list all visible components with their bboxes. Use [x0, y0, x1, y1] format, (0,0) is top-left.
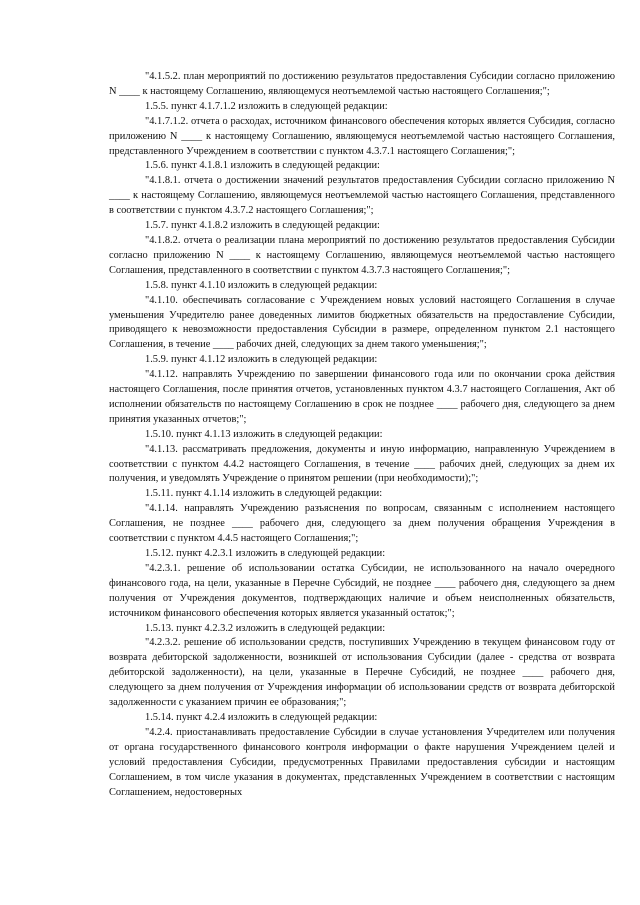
paragraph: "4.1.8.1. отчета о достижении значений результатов предоставления Субсидии согласно приложению N ____ к настоящему Соглашению, являющемуся неотъемлемой частью настоящего Соглашения, представленного в соответствии с пунктом 4.3.7.2 настоящего Соглашения;"; [109, 175, 615, 217]
paragraph: 1.5.10. пункт 4.1.13 изложить в следующей редакции: [145, 428, 383, 440]
paragraph: 1.5.7. пункт 4.1.8.2 изложить в следующей редакции: [145, 220, 380, 232]
paragraph: 1.5.13. пункт 4.2.3.2 изложить в следующей редакции: [145, 622, 386, 634]
paragraph: "4.1.10. обеспечивать согласование с Учреждением новых условий настоящего Соглашения в случае уменьшения Учредителю ранее доведенных лимитов бюджетных обязательств на предоставление Субсидии, приводящего к невозможности предоставления Субсидии в размере, определенном пунктом 2.1 настоящего Соглашения, в течение ____ рабочих дней, следующих за днем такого уменьшения;"; [109, 294, 615, 351]
paragraph: "4.1.7.1.2. отчета о расходах, источником финансового обеспечения которых является Субсидия, согласно приложению N ____ к настоящему Соглашению, являющемуся неотъемлемой частью настоящего Соглашения, представленного Учреждением в соответствии с пунктом 4.3.7.1 настоящего Соглашения;"; [109, 115, 615, 157]
paragraph: 1.5.5. пункт 4.1.7.1.2 изложить в следующей редакции: [145, 100, 388, 112]
paragraph: 1.5.9. пункт 4.1.12 изложить в следующей редакции: [145, 354, 378, 366]
paragraph: 1.5.8. пункт 4.1.10 изложить в следующей редакции: [145, 279, 378, 291]
paragraph: "4.2.4. приостанавливать предоставление Субсидии в случае установления Учредителем или получения от органа государственного финансового контроля информации о факте нарушения Учреждением целей и условий предоставления Субсидии, предусмотренных Правилами предоставления субсидии и настоящим Соглашением, в том числе указания в документах, представленных Учреждением в соответствии с настоящим Соглашением, недостоверных [109, 726, 615, 798]
paragraph: 1.5.11. пункт 4.1.14 изложить в следующей редакции: [145, 488, 383, 500]
paragraph: 1.5.6. пункт 4.1.8.1 изложить в следующей редакции: [145, 160, 380, 172]
paragraph: "4.2.3.1. решение об использовании остатка Субсидии, не использованного на начало очередного финансового года, на цели, указанные в Перечне Субсидий, не позднее ____ рабочего дня, следующего за днем получения от Учреждения документов, подтверждающих наличие и объем неисполненных обязательств, источником финансового обеспечения которых является указанный остаток;"; [109, 562, 615, 619]
paragraph: "4.1.14. направлять Учреждению разъяснения по вопросам, связанным с исполнением настоящего Соглашения, не позднее ____ рабочего дня, следующего за днем получения обращения Учреждения в соответствии с пунктом 4.4.5 настоящего Соглашения;"; [109, 503, 615, 545]
paragraph: 1.5.12. пункт 4.2.3.1 изложить в следующей редакции: [145, 548, 386, 559]
paragraph: "4.1.12. направлять Учреждению по завершении финансового года или по окончании срока действия настоящего Соглашения, после принятия отчетов, установленных пунктом 4.3.7 настоящего Соглашения, Акт об исполнении обязательств по настоящему Соглашению в срок не позднее ____ рабочего дня, следующего за днем принятия указанных отчетов;"; [109, 369, 615, 425]
paragraph: "4.2.3.2. решение об использовании средств, поступивших Учреждению в текущем финансовом году от возврата дебиторской задолженности, возникшей от использования Субсидии (далее - средства от возврата дебиторской задолженности), на цели, указанные в Перечне Субсидий, не позднее ____ рабочего дня, следующего за днем получения от Учреждения информации об использовании средств от возврата дебиторской задолженности с указанием причин ее образования;"; [109, 637, 615, 709]
document-body [109, 70, 615, 800]
paragraph: "4.1.8.2. отчета о реализации плана мероприятий по достижению результатов предоставления Субсидии согласно приложению N ____ к настоящему Соглашению, являющемуся неотъемлемой частью настоящего Соглашения, представленного в соответствии с пунктом 4.3.7.3 настоящего Соглашения;"; [109, 234, 615, 276]
paragraph: 1.5.14. пункт 4.2.4 изложить в следующей редакции: [145, 711, 378, 723]
paragraph: "4.1.13. рассматривать предложения, документы и иную информацию, направленную Учреждением в соответствии с пунктом 4.4.2 настоящего Соглашения, в течение ____ рабочих дней, следующих за днем их получения, и уведомлять Учреждение о принятом решении (при необходимости);"; [109, 443, 615, 485]
paragraph: "4.1.5.2. план мероприятий по достижению результатов предоставления Субсидии согласно приложению N ____ к настоящему Соглашению, являющемуся неотъемлемой частью настоящего Соглашения;"; [109, 71, 615, 97]
